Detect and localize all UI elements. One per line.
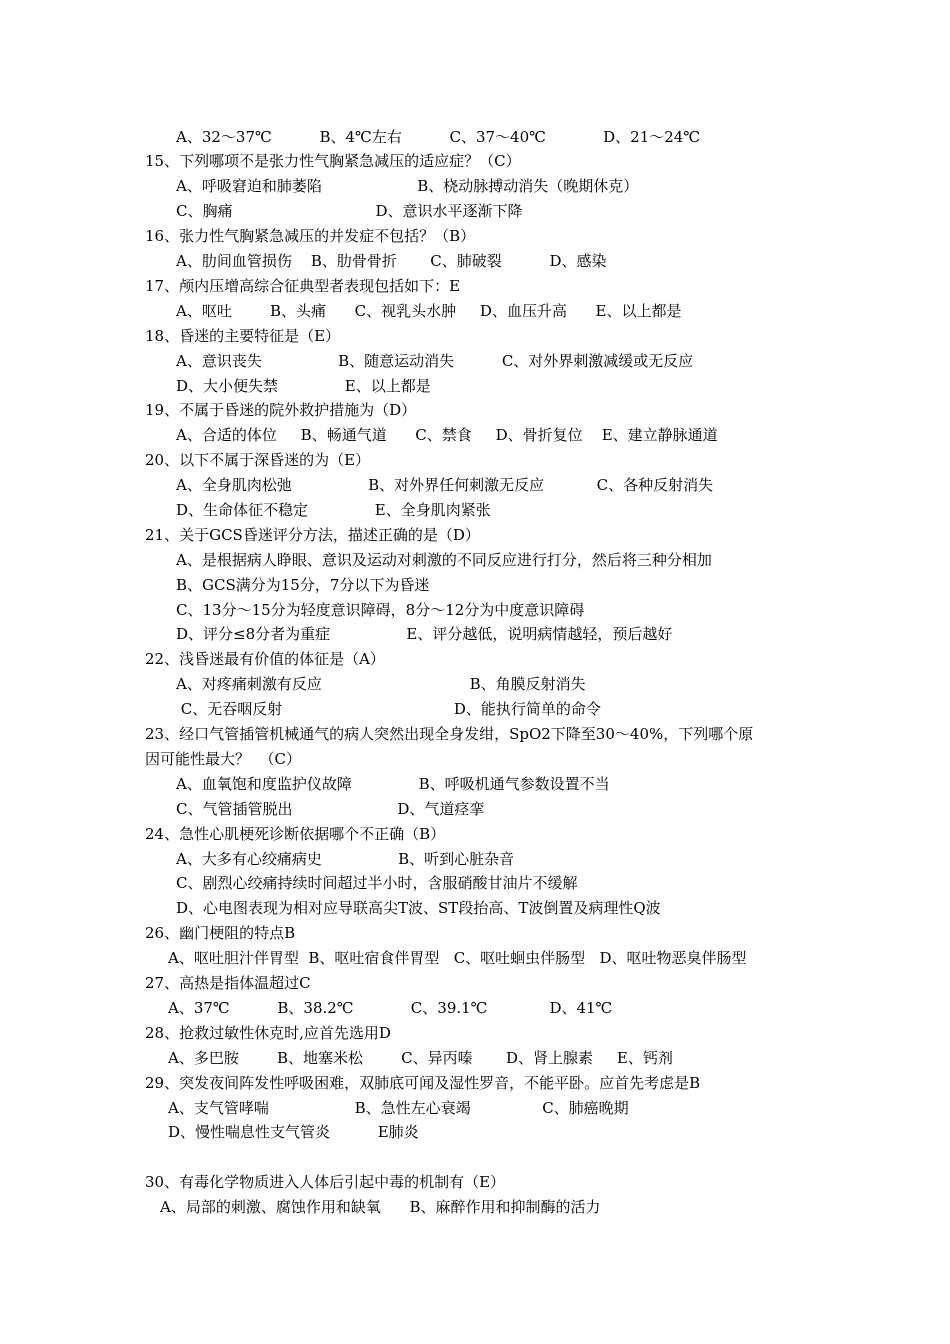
options-line: A、大多有心绞痛病史 B、听到心脏杂音 <box>176 850 515 868</box>
question-23-continued: 因可能性最大？ （C） <box>145 750 302 768</box>
options-line: D、评分≤8分者为重症 E、评分越低，说明病情越轻，预后越好 <box>176 625 673 643</box>
question-16: 16、张力性气胸紧急减压的并发症不包括？（B） <box>145 227 476 245</box>
options-line: A、是根据病人睁眼、意识及运动对刺激的不同反应进行打分，然后将三种分相加 <box>176 551 712 569</box>
question-24: 24、急性心肌梗死诊断依据哪个不正确（B） <box>145 825 446 843</box>
question-27: 27、高热是指体温超过C <box>145 974 311 992</box>
options-line: A、32～37℃ B、4℃左右 C、37～40℃ D、21～24℃ <box>176 128 701 146</box>
options-line: C、胸痛 D、意识水平逐渐下降 <box>176 202 523 220</box>
question-28: 28、抢救过敏性休克时,应首先选用D <box>145 1024 391 1042</box>
question-20: 20、以下不属于深昏迷的为（E） <box>145 451 371 469</box>
options-line: A、对疼痛刺激有反应 B、角膜反射消失 <box>176 675 586 693</box>
options-line: A、呼吸窘迫和肺萎陷 B、桡动脉搏动消失（晚期休克） <box>176 177 639 195</box>
options-line: A、呕吐胆汁伴胃型 B、呕吐宿食伴胃型 C、呕吐蛔虫伴肠型 D、呕吐物恶臭伴肠型 <box>168 949 747 967</box>
question-15: 15、下列哪项不是张力性气胸紧急减压的适应症？（C） <box>145 152 521 170</box>
options-line: C、气管插管脱出 D、气道痉挛 <box>176 800 485 818</box>
question-30: 30、有毒化学物质进入人体后引起中毒的机制有（E） <box>145 1173 506 1191</box>
options-line: A、呕吐 B、头痛 C、视乳头水肿 D、血压升高 E、以上都是 <box>176 302 682 320</box>
question-21: 21、关于GCS昏迷评分方法，描述正确的是（D） <box>145 526 480 544</box>
options-line: A、意识丧失 B、随意运动消失 C、对外界刺激减缓或无反应 <box>176 352 694 370</box>
question-29: 29、突发夜间阵发性呼吸困难，双肺底可闻及湿性罗音，不能平卧。应首先考虑是B <box>145 1074 701 1092</box>
options-line: D、大小便失禁 E、以上都是 <box>176 377 431 395</box>
options-line: B、GCS满分为15分，7分以下为昏迷 <box>176 576 430 594</box>
options-line: C、剧烈心绞痛持续时间超过半小时，含服硝酸甘油片不缓解 <box>176 874 578 892</box>
question-26: 26、幽门梗阻的特点B <box>145 924 296 942</box>
options-line: A、血氧饱和度监护仪故障 B、呼吸机通气参数设置不当 <box>176 775 610 793</box>
question-22: 22、浅昏迷最有价值的体征是（A） <box>145 650 385 668</box>
options-line: D、慢性喘息性支气管炎 E肺炎 <box>168 1123 419 1141</box>
options-line: D、心电图表现为相对应导联高尖T波、ST段抬高、T波倒置及病理性Q波 <box>176 899 661 917</box>
options-line: D、生命体征不稳定 E、全身肌肉紧张 <box>176 501 491 519</box>
question-18: 18、昏迷的主要特征是（E） <box>145 327 341 345</box>
options-line: A、肋间血管损伤 B、肋骨骨折 C、肺破裂 D、感染 <box>176 252 607 270</box>
options-line: A、全身肌肉松弛 B、对外界任何刺激无反应 C、各种反射消失 <box>176 476 714 494</box>
options-line: A、多巴胺 B、地塞米松 C、异丙嗪 D、肾上腺素 E、钙剂 <box>168 1049 673 1067</box>
question-19: 19、不属于昏迷的院外救护措施为（D） <box>145 401 417 419</box>
question-17: 17、颅内压增高综合征典型者表现包括如下：E <box>145 277 461 295</box>
options-line: A、37℃ B、38.2℃ C、39.1℃ D、41℃ <box>168 999 613 1017</box>
options-line: A、支气管哮喘 B、急性左心衰竭 C、肺癌晚期 <box>168 1099 629 1117</box>
options-line: C、13分～15分为轻度意识障碍，8分～12分为中度意识障碍 <box>176 601 585 619</box>
options-line: A、合适的体位 B、畅通气道 C、禁食 D、骨折复位 E、建立静脉通道 <box>176 426 718 444</box>
options-line: C、无吞咽反射 D、能执行简单的命令 <box>176 700 601 718</box>
question-23: 23、经口气管插管机械通气的病人突然出现全身发绀，SpO2下降至30～40%，下列哪个原 <box>145 725 754 743</box>
options-line: A、局部的刺激、腐蚀作用和缺氧 B、麻醉作用和抑制酶的活力 <box>160 1198 601 1216</box>
